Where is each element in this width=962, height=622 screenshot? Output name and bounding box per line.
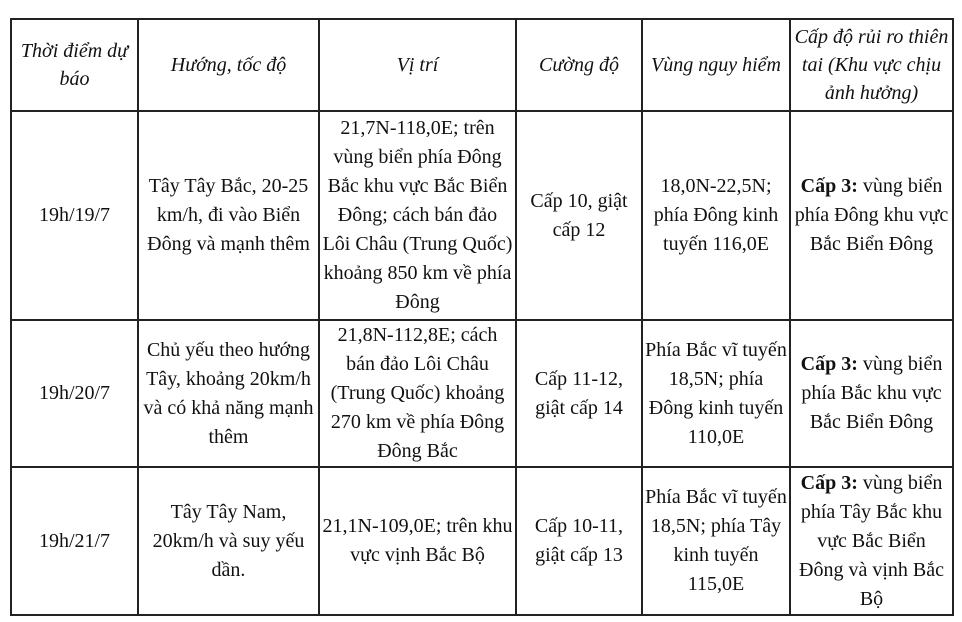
cell-intensity: Cấp 10-11, giật cấp 13 (516, 467, 642, 615)
cell-time: 19h/20/7 (11, 320, 138, 467)
cell-intensity: Cấp 11-12, giật cấp 14 (516, 320, 642, 467)
header-intensity: Cường độ (516, 19, 642, 111)
cell-position: 21,1N-109,0E; trên khu vực vịnh Bắc Bộ (319, 467, 516, 615)
risk-area-text: vùng biển phía Tây Bắc khu vực Bắc Biển Đông và vịnh Bắc Bộ (799, 471, 944, 610)
table-row (11, 111, 953, 320)
table-header-row (11, 19, 953, 111)
header-direction-speed: Hướng, tốc độ (138, 19, 319, 111)
cell-danger-zone: Phía Bắc vĩ tuyến 18,5N; phía Đông kinh tuyến 110,0E (642, 320, 790, 467)
header-forecast-time: Thời điểm dự báo (11, 19, 138, 111)
cell-danger-zone: Phía Bắc vĩ tuyến 18,5N; phía Tây kinh tuyến 115,0E (642, 467, 790, 615)
cell-time: 19h/19/7 (11, 111, 138, 320)
risk-area-text: vùng biển phía Đông khu vực Bắc Biển Đông (794, 175, 949, 255)
cell-position: 21,7N-118,0E; trên vùng biển phía Đông Bắc khu vực Bắc Biển Đông; cách bán đảo Lôi Châu (Trung Quốc) khoảng 850 km về phía Đông (319, 111, 516, 320)
cell-risk (790, 467, 953, 615)
cell-direction: Tây Tây Bắc, 20-25 km/h, đi vào Biển Đông và mạnh thêm (138, 111, 319, 320)
cell-position: 21,8N-112,8E; cách bán đảo Lôi Châu (Trung Quốc) khoảng 270 km về phía Đông Đông Bắc (319, 320, 516, 467)
risk-level-label: Cấp 3: (800, 471, 858, 494)
cell-direction: Tây Tây Nam, 20km/h và suy yếu dần. (138, 467, 319, 615)
header-risk-level: Cấp độ rủi ro thiên tai (Khu vực chịu ảnh hưởng) (790, 19, 953, 111)
header-danger-zone: Vùng nguy hiểm (642, 19, 790, 111)
cell-intensity: Cấp 10, giật cấp 12 (516, 111, 642, 320)
table-row (11, 320, 953, 467)
cell-time: 19h/21/7 (11, 467, 138, 615)
header-position: Vị trí (319, 19, 516, 111)
forecast-table (10, 18, 954, 616)
risk-level-label: Cấp 3: (800, 175, 858, 197)
risk-level-label: Cấp 3: (800, 353, 858, 375)
cell-risk (790, 320, 953, 467)
cell-danger-zone: 18,0N-22,5N; phía Đông kinh tuyến 116,0E (642, 111, 790, 320)
cell-direction: Chủ yếu theo hướng Tây, khoảng 20km/h và có khả năng mạnh thêm (138, 320, 319, 467)
table-row (11, 467, 953, 615)
cell-risk (790, 111, 953, 320)
risk-area-text: vùng biển phía Bắc khu vực Bắc Biển Đông (801, 353, 943, 433)
